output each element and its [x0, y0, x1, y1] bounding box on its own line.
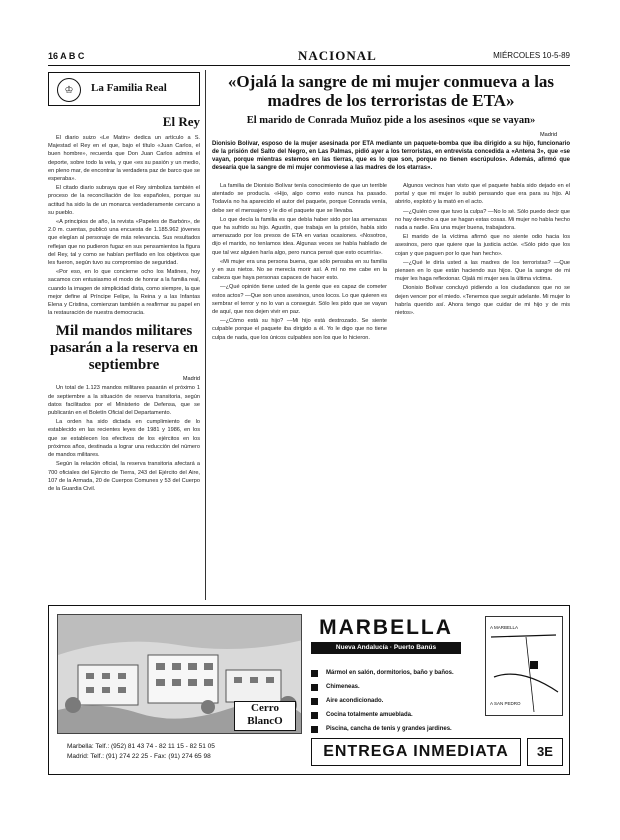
king-paragraph: «Por eso, en lo que concierne ocho los Matines, hoy sacamos con entusiasmo el modo de honrar a la familia real, cuando la imagen de simplicidad dista, como siempre, la que mejor define al Príncipe Felipe, la Reina y a las Infantas Elena y Cristina, comienzan también a reafirmar su papel en la restauración de nuestra democracia.	[48, 269, 200, 317]
logo-line: BlancO	[247, 715, 283, 727]
ad-feature	[311, 708, 481, 722]
main-paragraph: «Mi mujer era una persona buena, que sólo pensaba en su familia y en sus nietos. No se merecía morir así. A mí no me cabe en la cabeza que haya personas capaces de hacer esto.	[212, 258, 387, 282]
royal-family-box	[48, 72, 200, 106]
contact-marbella: Marbella: Telf.: (952) 81 43 74 - 82 11 15 - 82 51 05	[67, 743, 215, 750]
issue-date: MIÉRCOLES 10-5-89	[493, 51, 570, 60]
military-paragraph: Según la relación oficial, la reserva transitoria afectará a 700 oficiales del Ejército de Tierra, 243 del Ejército del Aire, 107 de la Armada, 20 de Cuerpos Comunes y 53 del Cuerpo de la Guardia Civil.	[48, 461, 200, 492]
ad-feature	[311, 680, 481, 694]
military-headline: Mil mandos militares pasarán a la reserva en septiembre	[49, 323, 199, 374]
square-bullet-icon	[311, 670, 318, 677]
main-paragraph: —¿Cómo está su hijo? —Mi hijo está destrozado. Se siente culpable porque el paquete iba dirigido a él. Yo le digo que no tiene culpa de nada, que los únicos culpables son los que lo hicieron.	[212, 318, 387, 341]
king-paragraph: «A principios de año, la revista «Papeles de Barbón», de 2.0 m. cuentas, publicó una encuesta de 1.185.962 jóvenes que elegían al personaje de más relevancia. Sus resultados reflejan que no pudieron fugaz en sus pensamientos la figura del Rey, tal y como se habían perfilado en los objetivos que les fueron, según tuvo su compromiso de seguridad.	[48, 219, 200, 267]
main-paragraph: —¿Qué le diría usted a las madres de los terroristas? —Que piensen en lo que están haciendo sus hijos. Que la sangre de mi mujer les haga reflexionar. Ojalá mi mujer sea la última víctima.	[395, 259, 570, 283]
military-article-body	[48, 384, 200, 493]
main-paragraph: El marido de la víctima afirmó que no siente odio hacia los asesinos, pero que quiere que la justicia actúe. «Sólo pido que los cojan y que paguen por lo que han hecho».	[395, 234, 570, 257]
main-headline: «Ojalá la sangre de mi mujer conmueva a las madres de los terroristas de ETA»	[227, 72, 555, 110]
square-bullet-icon	[311, 698, 318, 705]
page-header	[48, 46, 570, 66]
ad-slogan: Nueva Andalucía · Puerto Banús	[311, 642, 461, 654]
left-column	[48, 72, 200, 494]
building-photo	[57, 614, 302, 734]
main-paragraph: Algunos vecinos han visto que el paquete había sido dejado en el portal y que mi mujer lo subió pensando que era para su hijo. Al abrirlo, explotó y la mató en el acto.	[395, 183, 570, 206]
square-bullet-icon	[311, 726, 318, 733]
main-place: Madrid	[540, 132, 558, 138]
location-map	[485, 616, 563, 716]
real-estate-advertisement	[48, 605, 570, 775]
column-divider	[205, 70, 206, 600]
main-column-right	[395, 182, 570, 318]
cerro-blanco-logo	[234, 701, 296, 731]
feature-text: Aire acondicionado.	[326, 698, 384, 704]
main-paragraph: Dionisio Bolívar concluyó pidiendo a los ciudadanos que no se dejen vencer por el miedo. «Tenemos que seguir adelante. Mi mujer lo habría querido así. Ahora tengo que cuidar de mi hijo y de mis nietos».	[395, 285, 570, 317]
military-paragraph: Un total de 1.123 mandos militares pasarán el próximo 1 de septiembre a la situación de reserva transitoria, según datos facilitados por el Ministerio de Defensa, que se publicarán en el Boletín Oficial del Departamento.	[48, 385, 200, 417]
main-column-left	[212, 182, 387, 343]
ad-feature	[311, 722, 481, 736]
king-headline: El Rey	[162, 114, 200, 129]
king-paragraph: El citado diario subraya que el Rey simboliza también el proceso de la reconciliación de los españoles, porque su actitud ha sido la de un monarca verdaderamente cercano a su pueblo.	[48, 185, 200, 216]
ad-brand: MARBELLA	[319, 616, 453, 639]
map-label: A SAN PEDRO	[490, 701, 521, 706]
feature-text: Cocina totalmente amueblada.	[326, 712, 413, 718]
feature-text: Chimeneas.	[326, 684, 360, 690]
main-subheadline: El marido de Conrada Muñoz pide a los asesinos «que se vayan»	[246, 115, 536, 126]
map-label: A MARBELLA	[490, 625, 519, 630]
main-paragraph: —¿Quién cree que tuvo la culpa? —No lo sé. Sólo puedo decir que no hay derecho a que se hagan estas cosas. Mi mujer no había hecho nada a nadie. Era una mujer buena, trabajadora.	[395, 208, 570, 232]
square-bullet-icon	[311, 712, 318, 719]
section-title: NACIONAL	[298, 48, 377, 63]
royal-seal-icon: ♔	[57, 78, 81, 102]
company-badge: 3E	[527, 738, 563, 766]
main-paragraph: La familia de Dionisio Bolívar tenía conocimiento de que un terrible atentado se producía. «Hijo, algo como esto nunca ha pasado. Todavía no ha aparecido el autor del paquete, porque Conrada venía, debe ser el mensajero y le dio el paquete que se llevaba.	[212, 183, 387, 214]
contact-madrid: Madrid: Telf.: (91) 274 22 25 - Fax: (91) 274 65 98	[67, 753, 211, 760]
main-lead: Dionisio Bolívar, esposo de la mujer asesinada por ETA mediante un paquete-bomba que iba dirigido a su hijo, funcionario de la prisión del Salto del Negro, en Las Palmas, pidió ayer a los terroristas, en entrevista concedida a «Antena 3», que «se vayan, porque mientras estemos en las tierras, que es lo que son, porque no tienen escrúpulos». Además, afirmó que desearía que la sangre de mi mujer conmoviese a las madres de los etarras».	[212, 141, 570, 171]
page-number: 16 A B C	[48, 51, 85, 61]
feature-text: Piscina, cancha de tenis y grandes jardines.	[326, 726, 452, 732]
military-paragraph: La orden ha sido dictada en cumplimiento de lo establecido en las recientes leyes de 1981 y 1986, en los que se establecen los efectivos de los ejércitos en los próximos años, destinada a lograr una reducción del número de mandos militares.	[48, 419, 200, 459]
delivery-banner: ENTREGA INMEDIATA	[311, 738, 521, 766]
king-article-body	[48, 134, 200, 317]
main-paragraph: —¿Qué opinión tiene usted de la gente que es capaz de cometer estos actos? —Que son unos asesinos, unos locos. Lo que quieren es sembrar el terror y no lo van a conseguir. Sólo les pido que se vayan de aquí, que nos dejen vivir en paz.	[212, 284, 387, 316]
feature-text: Mármol en salón, dormitorios, baño y baños.	[326, 670, 454, 676]
king-paragraph: El diario suizo «Le Matin» dedica un artículo a S. Majestad el Rey en el que, bajo el título «Juan Carlos, el buen hombre», recuerda que Don Juan Carlos admira el deporte, sobre todo la vela, y que «es su pasión y un medio, en pleno mar, de encontrar la verdadera paz de barco que se esperaba».	[48, 135, 200, 183]
military-place: Madrid	[182, 376, 200, 383]
logo-line: Cerro	[251, 702, 279, 714]
square-bullet-icon	[311, 684, 318, 691]
main-paragraph: Lo que decía la familia es que debía haber sido por las amenazas que ha sufrido su hijo. Agustín, que trabaja en la prisión, había sido amenazado por los presos de ETA en varias ocasiones. «Nosotros, dijo el marido, no teníamos idea. Algunas veces se había hablado de que tal vez alguien haría algo, pero nunca pensé que esto ocurriría».	[212, 216, 387, 256]
ad-feature-list	[311, 666, 481, 736]
ad-feature	[311, 694, 481, 708]
box-title: La Familia Real	[91, 82, 167, 94]
ad-contact	[67, 742, 297, 762]
ad-feature	[311, 666, 481, 680]
